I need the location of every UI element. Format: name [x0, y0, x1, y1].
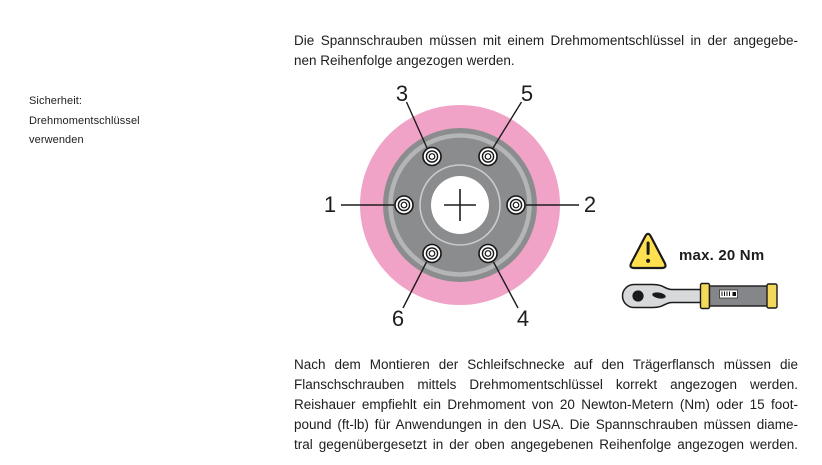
- torque-wrench-icon: [616, 276, 782, 314]
- flange-diagram: [315, 78, 607, 334]
- wrench-drive-hole: [632, 290, 643, 301]
- paragraph-line: nen Reihenfolge angezogen werden.: [294, 53, 515, 68]
- screw-2: [507, 196, 525, 214]
- warning-triangle-icon: [626, 229, 672, 271]
- margin-note-line: Sicherheit:: [29, 95, 83, 107]
- screw-4: [479, 245, 497, 263]
- exclamation-bar: [647, 242, 650, 256]
- paragraph-line: tral gegenübergesetzt in der oben angegebenen Reihenfolge angezogen werden.: [294, 437, 798, 452]
- margin-note-line: verwenden: [29, 134, 84, 146]
- margin-note: [29, 92, 140, 151]
- screw-6: [423, 245, 441, 263]
- paragraph-line: Die Spannschrauben müssen mit einem Drehmomentschlüssel in der angegebe-: [294, 33, 798, 48]
- wrench-band-left: [701, 284, 710, 309]
- max-torque-label: max. 20 Nm: [679, 247, 765, 264]
- screw-5: [479, 148, 497, 166]
- screw-label-5: 5: [520, 81, 534, 106]
- screw-3: [423, 148, 441, 166]
- paragraph-line: Reishauer empfiehlt ein Drehmoment von 20 Newton-Metern (Nm) oder 15 foot-: [294, 397, 798, 412]
- intro-paragraph: [294, 31, 798, 71]
- paragraph-line: pound (ft-lb) für Anwendungen in den USA. Die Spannschrauben müssen diame-: [294, 417, 798, 432]
- screw-label-1: 1: [323, 192, 337, 217]
- screw-label-3: 3: [395, 81, 409, 106]
- screw-label-2: 2: [583, 192, 597, 217]
- wrench-band-right: [767, 284, 777, 308]
- exclamation-dot: [646, 259, 650, 263]
- wrench-scale-marker: [733, 292, 737, 296]
- paragraph-line: Flanschschrauben mittels Drehmomentschlüssel korrekt angezogen werden.: [294, 377, 798, 392]
- margin-note-line: Drehmomentschlüssel: [29, 114, 140, 127]
- wrench-body: [710, 286, 769, 306]
- paragraph-line: Nach dem Montieren der Schleifschnecke auf den Trägerflansch müssen die: [294, 357, 798, 372]
- screw-1: [395, 196, 413, 214]
- instructions-paragraph: [294, 355, 798, 455]
- screw-label-6: 6: [391, 306, 405, 331]
- screw-label-4: 4: [516, 306, 530, 331]
